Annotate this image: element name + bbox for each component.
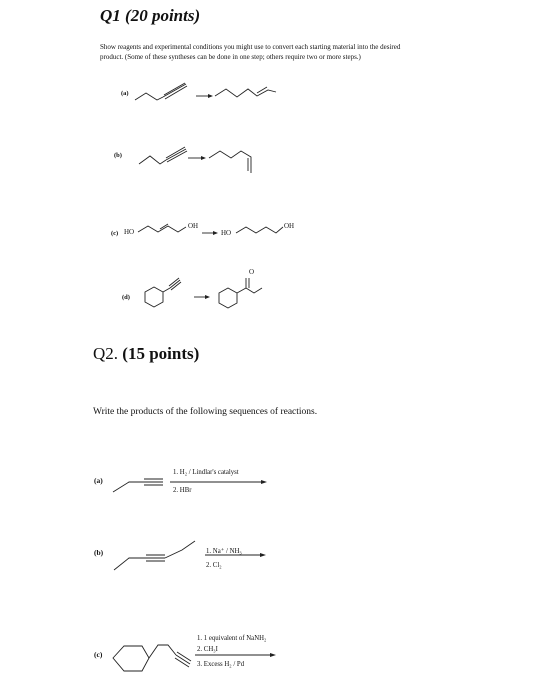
q1-part-c-label: (c) [111, 230, 119, 237]
q2-a-condition-1: 1. H₂ / Lindlar's catalyst [173, 469, 239, 476]
q2-b-alkyne [114, 541, 195, 570]
q1-c-start-ho: HO [124, 228, 135, 236]
q1-d-carbonyl-o: O [249, 268, 255, 276]
q2-c-arrow [195, 653, 276, 657]
q2-c-condition-3: 3. Excess H₂ / Pd [197, 661, 245, 668]
q2-part-b-label: (b) [94, 548, 104, 557]
q1-d-arrow [194, 295, 210, 299]
q1-b-arrow [188, 156, 206, 160]
q2-a-arrow [170, 480, 267, 484]
q1-c-start-oh: OH [188, 222, 199, 230]
q2-c-condition-1: 1. 1 equivalent of NaNH₂ [197, 635, 267, 642]
q1-c-starting-material [138, 224, 186, 232]
q2-part-c-label: (c) [94, 650, 103, 659]
q1-b-product-alkene [209, 151, 251, 173]
q2-c-cyclohexyl-alkyne [113, 645, 191, 671]
q1-part-a-label: (a) [121, 90, 129, 97]
q1-c-product-ho: HO [221, 229, 232, 237]
q2-b-condition-1: 1. Na⁺ / NH₃ [206, 548, 242, 555]
q1-title: Q1 (20 points) [100, 6, 201, 25]
q1-instructions: Show reagents and experimental conditions you might use to convert each starting material into the desired product. (Some of these syntheses can be done in one step; others require two or more steps.) [100, 43, 401, 61]
q2-c-condition-2: 2. CH₃I [197, 646, 218, 653]
q2-instructions: Write the products of the following sequences of reactions. [93, 407, 318, 417]
q1-c-product [236, 227, 283, 233]
q2-title: Q2. (15 points) [93, 344, 200, 363]
q1-b-starting-alkyne [139, 147, 187, 164]
q1-a-arrow [196, 94, 213, 98]
q1-a-starting-alkyne [135, 83, 187, 100]
q1-c-arrow [202, 231, 218, 235]
q2-a-alkyne [113, 479, 163, 492]
q2-b-condition-2: 2. Cl₂ [206, 562, 222, 569]
q1-part-d-label: (d) [122, 294, 130, 301]
q2-part-a-label: (a) [94, 476, 103, 485]
q1-c-product-oh: OH [284, 222, 295, 230]
q2-a-condition-2: 2. HBr [173, 487, 192, 494]
q1-a-product-alkene [215, 87, 276, 97]
q1-d-product-ketone [219, 278, 262, 308]
q2-b-arrow [205, 553, 266, 557]
q1-d-starting-cyclohexylacetylene [145, 278, 181, 307]
q1-part-b-label: (b) [114, 152, 122, 159]
